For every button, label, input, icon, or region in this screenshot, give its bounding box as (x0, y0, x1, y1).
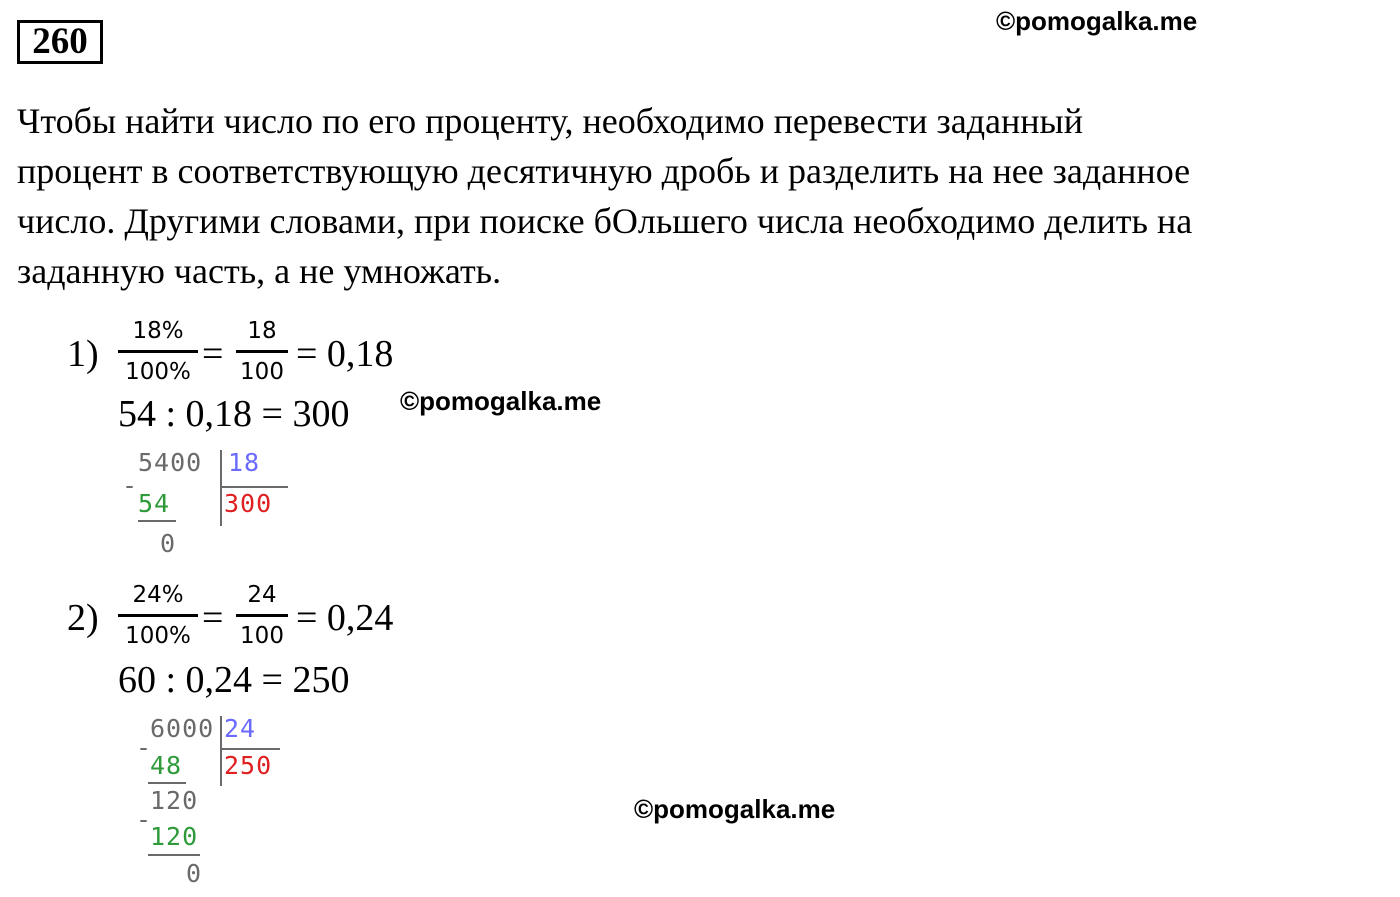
paragraph-line: процент в соответствующую десятичную дробь и разделить на нее заданное (17, 151, 1191, 191)
watermark-middle: ©pomogalka.me (400, 386, 602, 416)
part1-equals: = (202, 333, 224, 375)
fraction-denominator: 100 (240, 359, 284, 385)
fraction-denominator: 100% (125, 623, 191, 649)
watermark-top: ©pomogalka.me (996, 6, 1198, 36)
fraction-numerator: 18 (247, 318, 277, 344)
subtraction-line (138, 520, 176, 522)
subtrahend: 54 (138, 489, 171, 518)
subtraction-line (148, 782, 186, 784)
fraction-numerator: 24 (247, 582, 277, 608)
minus-sign: - (136, 805, 153, 834)
subtrahend: 120 (150, 822, 199, 851)
division-horizontal-line (220, 748, 280, 750)
intermediate-value: 120 (150, 786, 199, 815)
remainder: 0 (186, 859, 203, 888)
divisor: 18 (228, 448, 261, 477)
division-horizontal-line (220, 486, 288, 488)
part2-long-division (132, 712, 332, 892)
part1-equation: 54 : 0,18 = 300 (118, 393, 350, 435)
dividend: 6000 (150, 714, 215, 743)
paragraph-line: число. Другими словами, при поиске бОльшего числа необходимо делить на (17, 201, 1193, 241)
part1-result: = 0,18 (296, 333, 394, 375)
remainder: 0 (160, 529, 177, 558)
division-vertical-line (220, 716, 222, 786)
fraction-denominator: 100 (240, 623, 284, 649)
part2-fraction-decimal (236, 582, 288, 649)
watermark-bottom: ©pomogalka.me (634, 794, 836, 824)
subtraction-line (148, 854, 200, 856)
division-vertical-line (220, 450, 222, 526)
paragraph-line: Чтобы найти число по его проценту, необходимо перевести заданный (17, 101, 1084, 141)
part2-fraction-percent (118, 582, 198, 649)
minus-sign: - (136, 733, 153, 762)
problem-number: 260 (17, 20, 103, 64)
fraction-numerator: 24% (132, 582, 184, 608)
subtrahend: 48 (150, 751, 183, 780)
quotient: 250 (224, 751, 273, 780)
part2-equals: = (202, 597, 224, 639)
fraction-denominator: 100% (125, 359, 191, 385)
part2-equation: 60 : 0,24 = 250 (118, 659, 350, 701)
dividend: 5400 (138, 448, 203, 477)
divisor: 24 (224, 714, 257, 743)
explanation-paragraph (17, 96, 1387, 296)
minus-sign: - (122, 471, 139, 500)
paragraph-line: заданную часть, а не умножать. (17, 251, 502, 291)
part1-label: 1) (67, 333, 99, 375)
quotient: 300 (224, 489, 273, 518)
part1-fraction-percent (118, 318, 198, 385)
part1-fraction-decimal (236, 318, 288, 385)
part2-result: = 0,24 (296, 597, 394, 639)
part1-long-division (120, 446, 320, 566)
fraction-numerator: 18% (132, 318, 184, 344)
part2-label: 2) (67, 597, 99, 639)
